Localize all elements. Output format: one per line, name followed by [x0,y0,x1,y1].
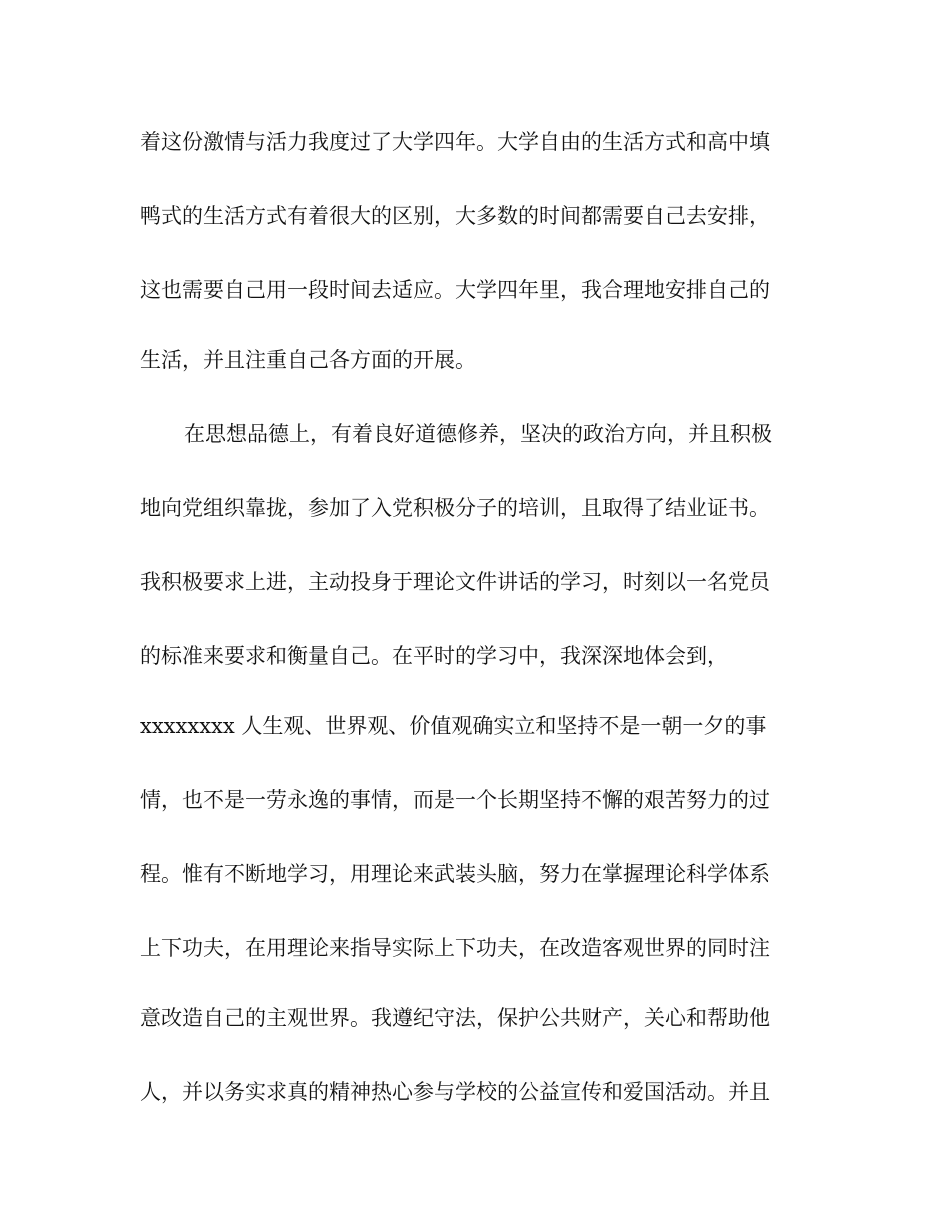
paragraph-line: xxxxxxxx 人生观、世界观、价值观确实立和坚持不是一朝一夕的事 [140,714,767,738]
paragraph-line: 的标准来要求和衡量自己。在平时的学习中，我深深地体会到， [140,644,728,668]
paragraph-line: 上下功夫，在用理论来指导实际上下功夫，在改造客观世界的同时注 [140,936,770,960]
paragraph-line: 情，也不是一劳永逸的事情，而是一个长期坚持不懈的艰苦努力的过 [140,788,770,812]
paragraph-line: 鸭式的生活方式有着很大的区别，大多数的时间都需要自己去安排， [140,204,770,228]
paragraph-line: 生活，并且注重自己各方面的开展。 [140,348,476,372]
paragraph-line: 程。惟有不断地学习，用理论来武装头脑，努力在掌握理论科学体系 [140,862,770,886]
paragraph-line: 人，并以务实求真的精神热心参与学校的公益宣传和爱国活动。并且 [140,1080,770,1104]
paragraph-line: 我积极要求上进，主动投身于理论文件讲话的学习，时刻以一名党员 [140,570,770,594]
paragraph-line: 地向党组织靠拢，参加了入党积极分子的培训，且取得了结业证书。 [140,496,770,520]
paragraph-line: 这也需要自己用一段时间去适应。大学四年里，我合理地安排自己的 [140,278,770,302]
paragraph-line: 在思想品德上，有着良好道德修养，坚决的政治方向，并且积极 [184,422,772,446]
paragraph-line: 着这份激情与活力我度过了大学四年。大学自由的生活方式和高中填 [140,130,770,154]
paragraph-line: 意改造自己的主观世界。我遵纪守法，保护公共财产，关心和帮助他 [140,1006,770,1030]
